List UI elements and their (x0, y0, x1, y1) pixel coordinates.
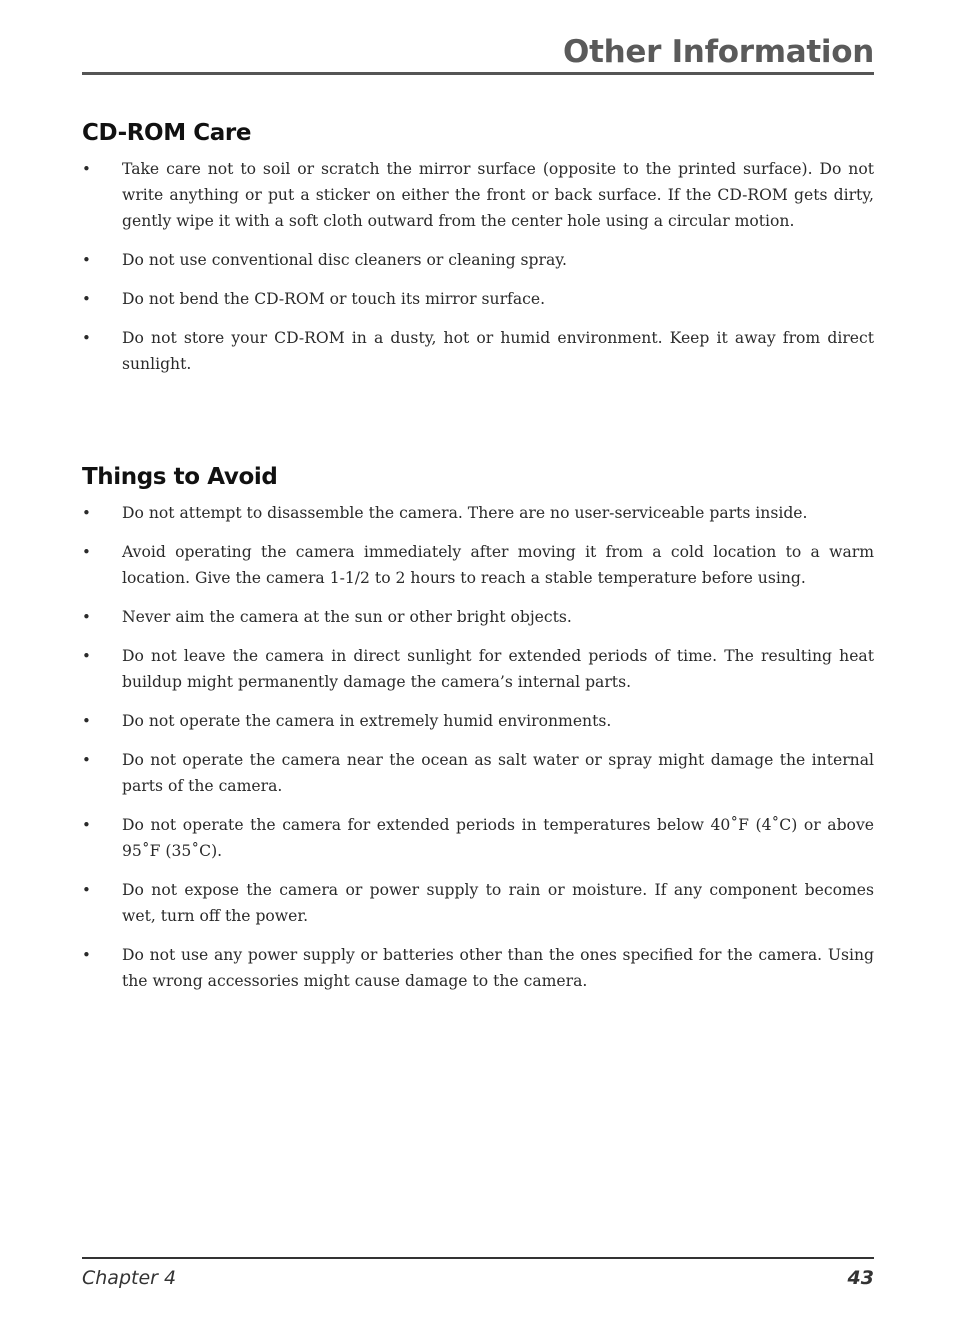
bullet-icon: • (82, 881, 91, 899)
chapter-label: Chapter 4 (82, 1267, 177, 1289)
bullet-icon: • (82, 160, 91, 178)
list-item-text: Do not attempt to disassemble the camera. There are no user-serviceable parts inside. (122, 504, 808, 522)
bullet-icon: • (82, 329, 91, 347)
list-item (82, 325, 874, 377)
footer-divider (82, 1257, 874, 1259)
bullet-icon: • (82, 751, 91, 769)
bullet-icon: • (82, 816, 91, 834)
page-header (82, 28, 874, 76)
list-item-text: Never aim the camera at the sun or other bright objects. (122, 608, 572, 626)
list-item-text: Do not bend the CD-ROM or touch its mirror surface. (122, 290, 546, 308)
list-item (82, 708, 874, 734)
bullet-icon: • (82, 712, 91, 730)
section-cd-rom-care (82, 118, 874, 390)
list-item (82, 812, 874, 864)
list-item-text: Do not expose the camera or power supply to rain or moisture. If any component becomes wet, turn off the power. (122, 881, 874, 925)
header-divider (82, 72, 874, 75)
list-item-text: Avoid operating the camera immediately after moving it from a cold location to a warm location. Give the camera 1-1/2 to 2 hours to reach a stable temperature before using. (122, 543, 874, 587)
list-item-text: Do not use conventional disc cleaners or cleaning spray. (122, 251, 567, 269)
bullet-icon: • (82, 504, 91, 522)
page-number: 43 (847, 1267, 874, 1289)
bullet-icon: • (82, 290, 91, 308)
list-item (82, 604, 874, 630)
list-item (82, 877, 874, 929)
list-item-text: Take care not to soil or scratch the mirror surface (opposite to the printed surface). Do not write anything or put a sticker on either the front or back surface. If the CD-ROM gets dirty, gently wipe it with a soft cloth outward from the center hole using a circular motion. (122, 160, 874, 230)
bullet-list (82, 500, 874, 994)
bullet-icon: • (82, 608, 91, 626)
page-footer (82, 1267, 874, 1297)
list-item (82, 247, 874, 273)
list-item (82, 286, 874, 312)
list-item (82, 500, 874, 526)
section-things-to-avoid (82, 462, 874, 1007)
bullet-icon: • (82, 946, 91, 964)
list-item-text: Do not leave the camera in direct sunlight for extended periods of time. The resulting heat buildup might permanently damage the camera’s internal parts. (122, 647, 874, 691)
list-item (82, 643, 874, 695)
list-item-text: Do not operate the camera near the ocean as salt water or spray might damage the internal parts of the camera. (122, 751, 874, 795)
list-item-text: Do not operate the camera for extended periods in temperatures below 40˚F (4˚C) or above 95˚F (35˚C). (122, 816, 874, 860)
section-heading: Things to Avoid (82, 464, 278, 490)
bullet-list (82, 156, 874, 377)
bullet-icon: • (82, 543, 91, 561)
list-item (82, 747, 874, 799)
list-item-text: Do not use any power supply or batteries other than the ones specified for the camera. Using the wrong accessories might cause damage to the camera. (122, 946, 874, 990)
list-item (82, 942, 874, 994)
list-item-text: Do not store your CD-ROM in a dusty, hot or humid environment. Keep it away from direct sunlight. (122, 329, 874, 373)
list-item (82, 156, 874, 234)
bullet-icon: • (82, 251, 91, 269)
list-item-text: Do not operate the camera in extremely humid environments. (122, 712, 612, 730)
page-title: Other Information (563, 34, 874, 70)
bullet-icon: • (82, 647, 91, 665)
list-item (82, 539, 874, 591)
section-heading: CD-ROM Care (82, 120, 252, 146)
